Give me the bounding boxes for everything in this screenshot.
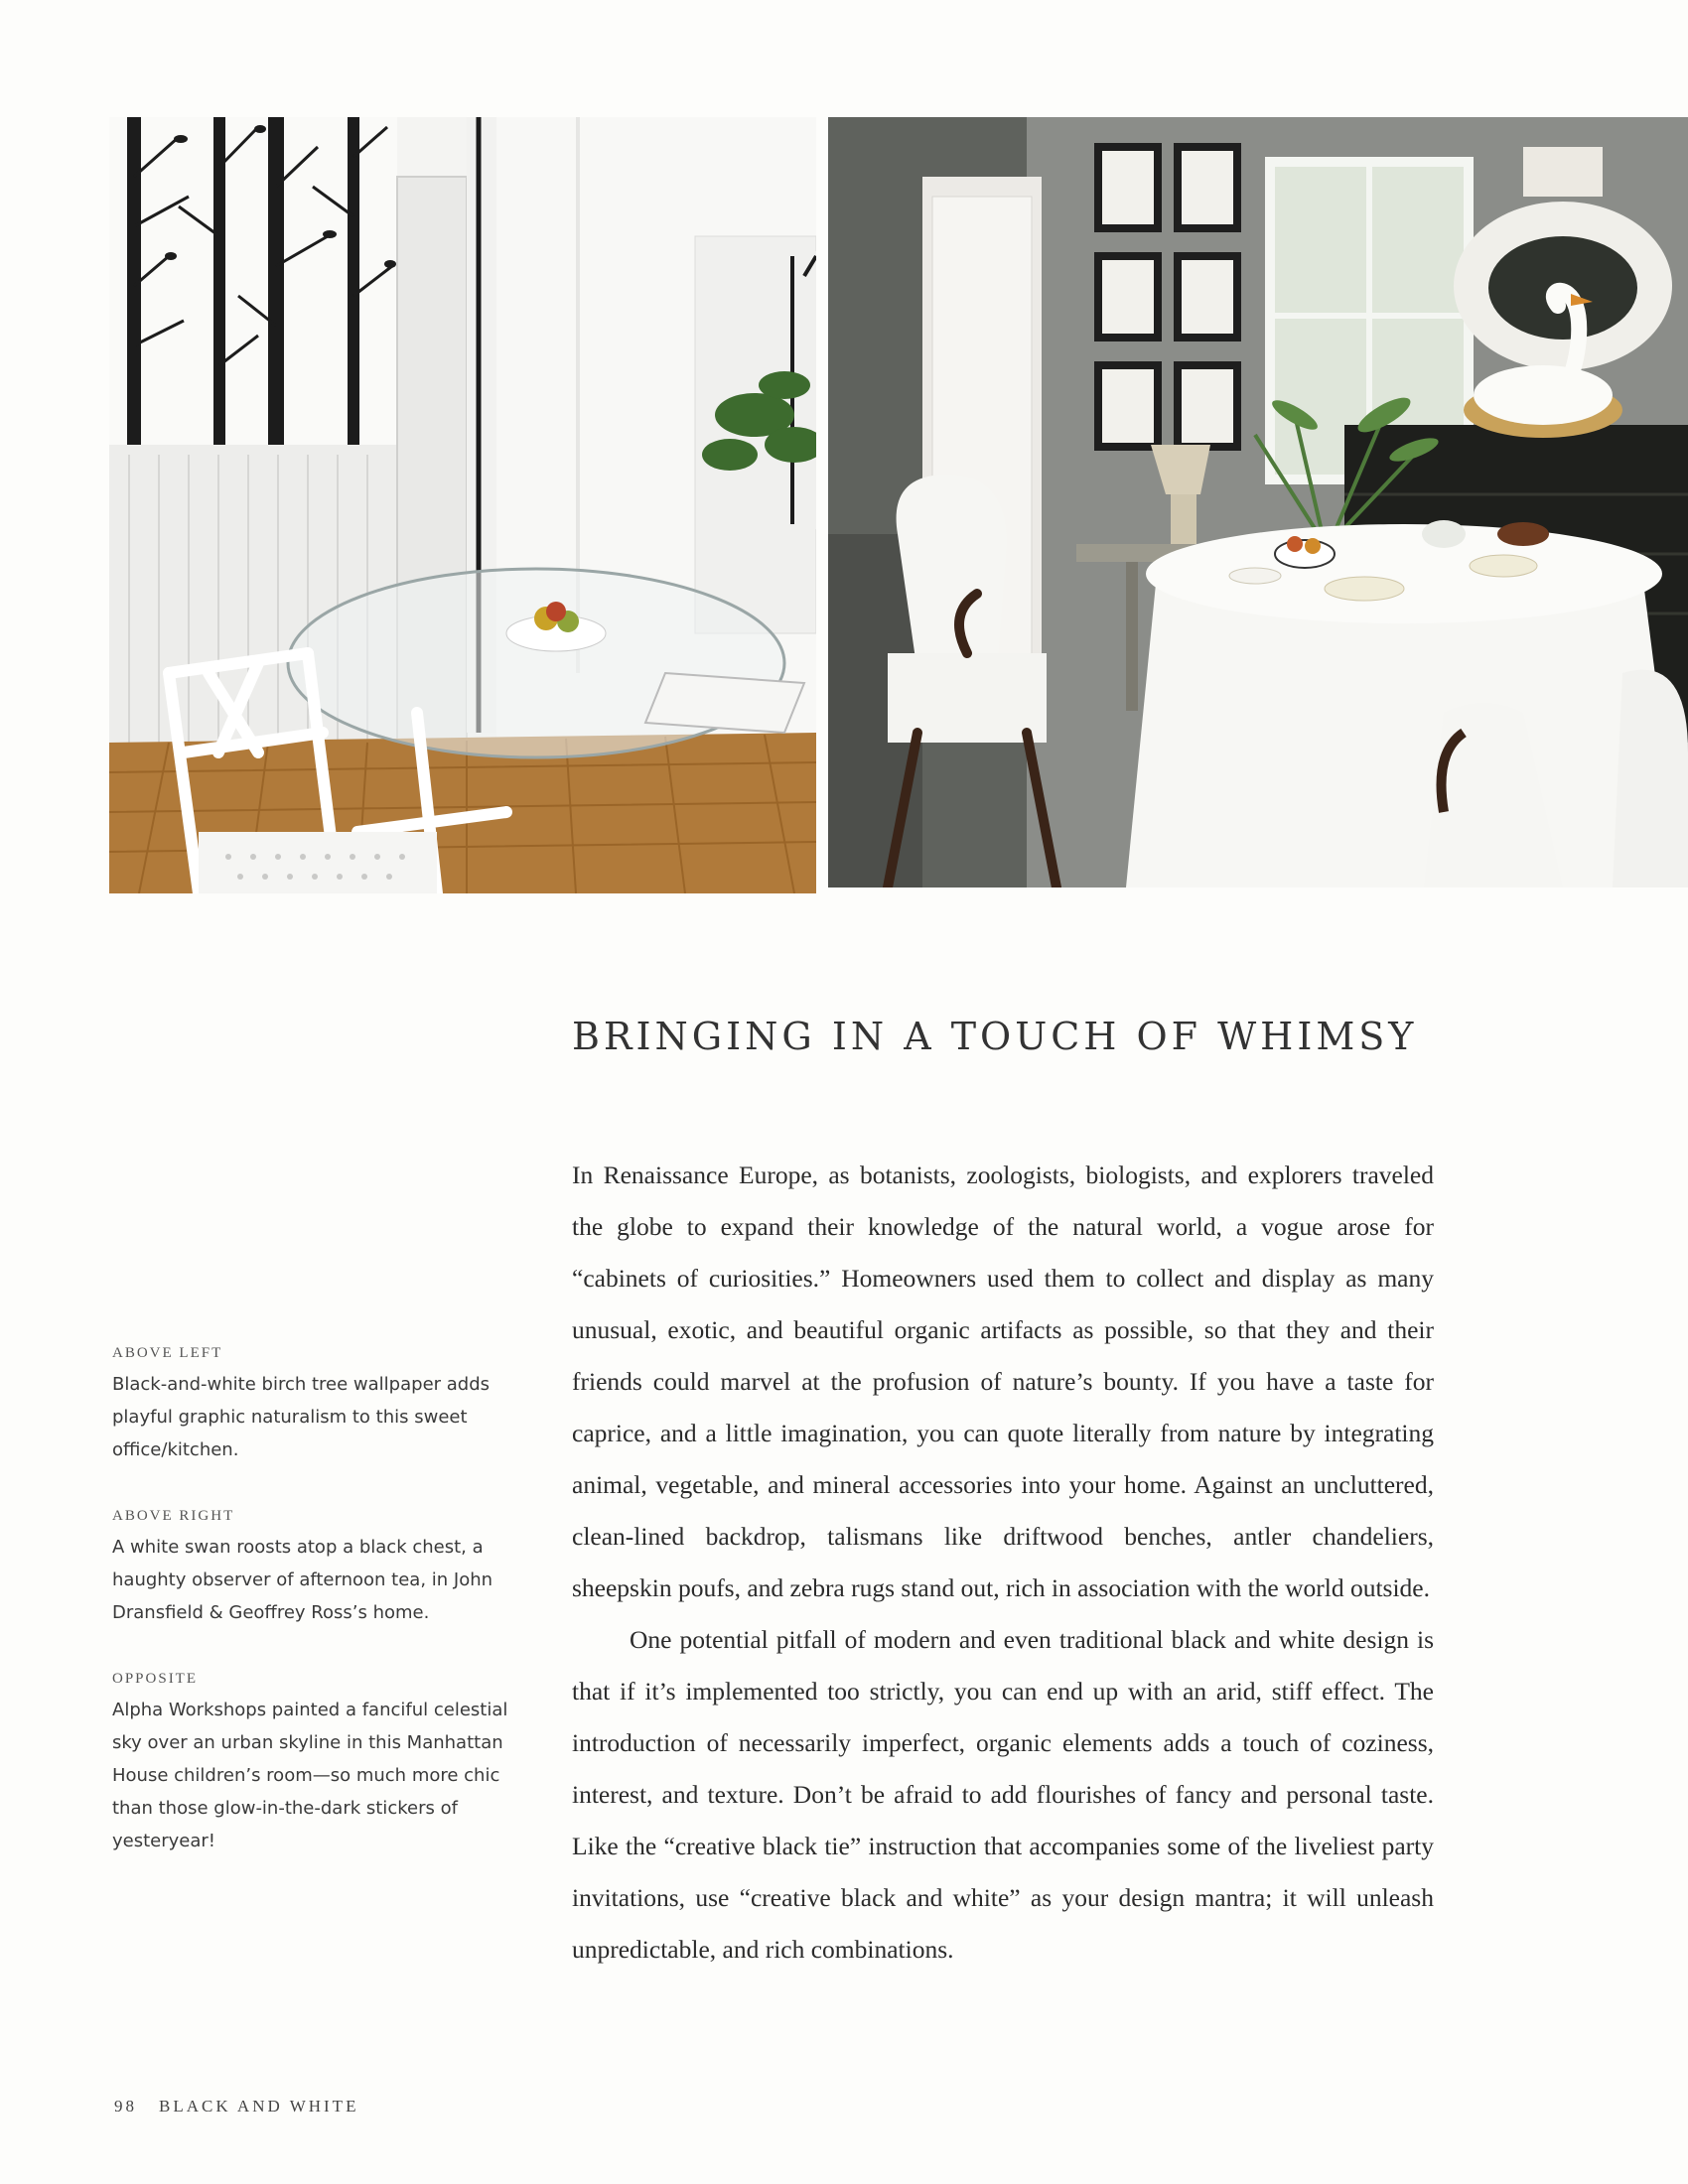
body-paragraph-1: In Renaissance Europe, as botanists, zoologists, biologists, and explorers traveled the globe to expand their knowledge of the natural world, a vogue arose for “cabinets of curiosities.” Homeowners used them to collect and display as many unusual, exotic, and beautiful organic artifacts as possible, so that they and their friends could marvel at the profusion of nature’s bounty. If you have a taste for caprice, and a little imagination, you can quote literally from nature by integrating animal, vegetable, and mineral accessories into your home. Against an uncluttered, clean-lined backdrop, talismans like driftwood benches, antler chandeliers, sheepskin poufs, and zebra rugs stand out, rich in association with the world outside.	[572, 1160, 1434, 1602]
swan-dining-room-photo	[828, 117, 1688, 887]
caption-opposite	[112, 1671, 529, 1857]
page-number: 98	[114, 2097, 137, 2116]
caption-label: ABOVE RIGHT	[112, 1508, 235, 1524]
body-text	[572, 1150, 1434, 1976]
caption-above-right	[112, 1508, 529, 1629]
caption-column	[112, 1345, 529, 1899]
caption-label: OPPOSITE	[112, 1671, 199, 1687]
caption-text: Black-and-white birch tree wallpaper adds playful graphic naturalism to this sweet office/kitchen.	[112, 1374, 491, 1460]
photo-above-left	[109, 117, 816, 893]
caption-above-left	[112, 1345, 529, 1466]
running-section-title: BLACK AND WHITE	[159, 2097, 359, 2116]
caption-text: Alpha Workshops painted a fanciful celestial sky over an urban skyline in this Manhattan House children’s room—so much more chic than those glow-in-the-dark stickers of yesteryear!	[112, 1700, 508, 1851]
photo-above-right	[828, 117, 1688, 887]
body-paragraph-2: One potential pitfall of modern and even traditional black and white design is that if it’s implemented too strictly, you can end up with an arid, stiff effect. The introduction of necessarily imperfect, organic elements adds a touch of coziness, interest, and texture. Don’t be afraid to add flourishes of fancy and personal taste. Like the “creative black tie” instruction that accompanies some of the liveliest party invitations, use “creative black and white” as your design mantra; it will unleash unpredictable, and rich combinations.	[572, 1625, 1434, 1964]
page-folio	[114, 2097, 358, 2116]
section-heading: BRINGING IN A TOUCH OF WHIMSY	[572, 1015, 1418, 1058]
caption-label: ABOVE LEFT	[112, 1345, 223, 1361]
caption-text: A white swan roosts atop a black chest, a haughty observer of afternoon tea, in John Dransfield & Geoffrey Ross’s home.	[112, 1537, 493, 1623]
birch-wallpaper-office-photo	[109, 117, 816, 893]
